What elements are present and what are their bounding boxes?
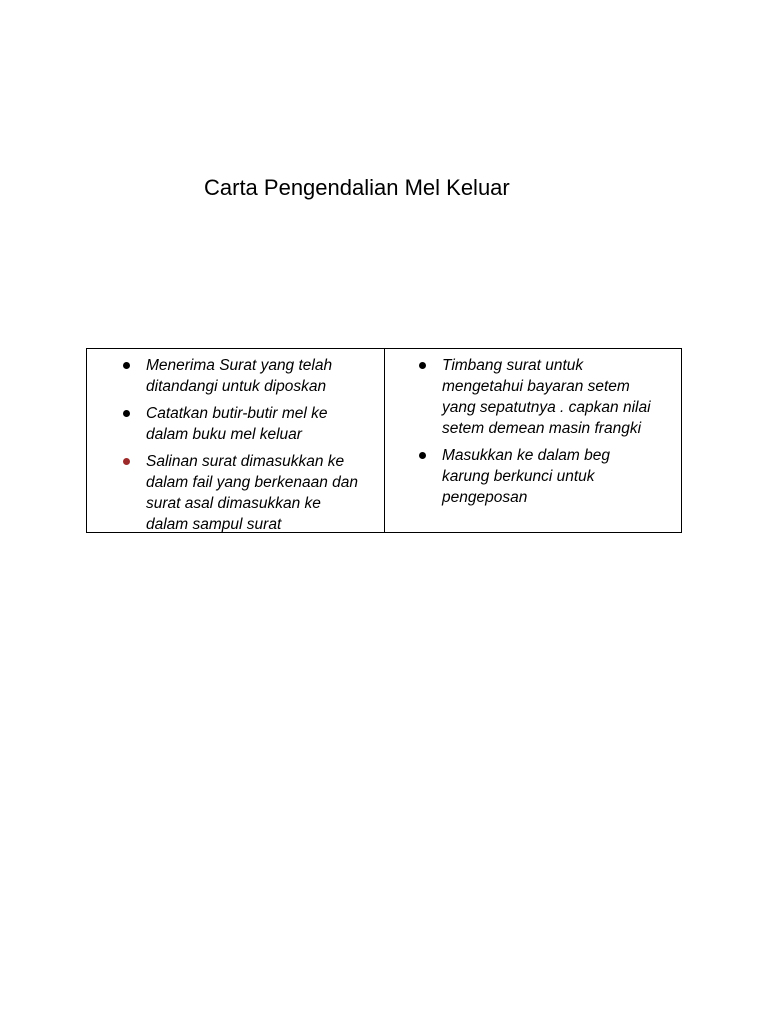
item-text-line: surat asal dimasukkan ke [146,495,321,512]
item-text-line: dalam buku mel keluar [146,426,302,443]
left-column [87,349,385,532]
item-text-line: yang sepatutnya . capkan nilai [442,399,651,416]
item-text-line: mengetahui bayaran setem [442,378,630,395]
bullet-icon [123,410,130,417]
item-text-line: Catatkan butir-butir mel ke [146,405,328,422]
item-text-line: karung berkunci untuk [442,468,595,485]
item-text-line: pengeposan [442,489,528,506]
item-text-line: Timbang surat untuk [442,357,584,374]
item-text-line: Masukkan ke dalam beg [442,447,611,464]
bullet-icon [419,452,426,459]
bullet-icon [123,362,130,369]
list-item [87,403,384,445]
item-text-line: ditandangi untuk diposkan [146,378,327,395]
outgoing-mail-chart-table [86,348,682,533]
document-title: Carta Pengendalian Mel Keluar [204,175,510,200]
item-text-line: Menerima Surat yang telah [146,357,333,374]
item-text-line: setem demean masin frangki [442,420,642,437]
right-column [385,349,681,532]
bullet-icon [419,362,426,369]
list-item [87,451,384,535]
item-text-line: dalam sampul surat [146,516,282,533]
item-text-line: Salinan surat dimasukkan ke [146,453,345,470]
item-text-line: dalam fail yang berkenaan dan [146,474,358,491]
list-item [385,355,681,439]
bullet-icon [123,458,130,465]
list-item [385,445,681,508]
list-item [87,355,384,397]
